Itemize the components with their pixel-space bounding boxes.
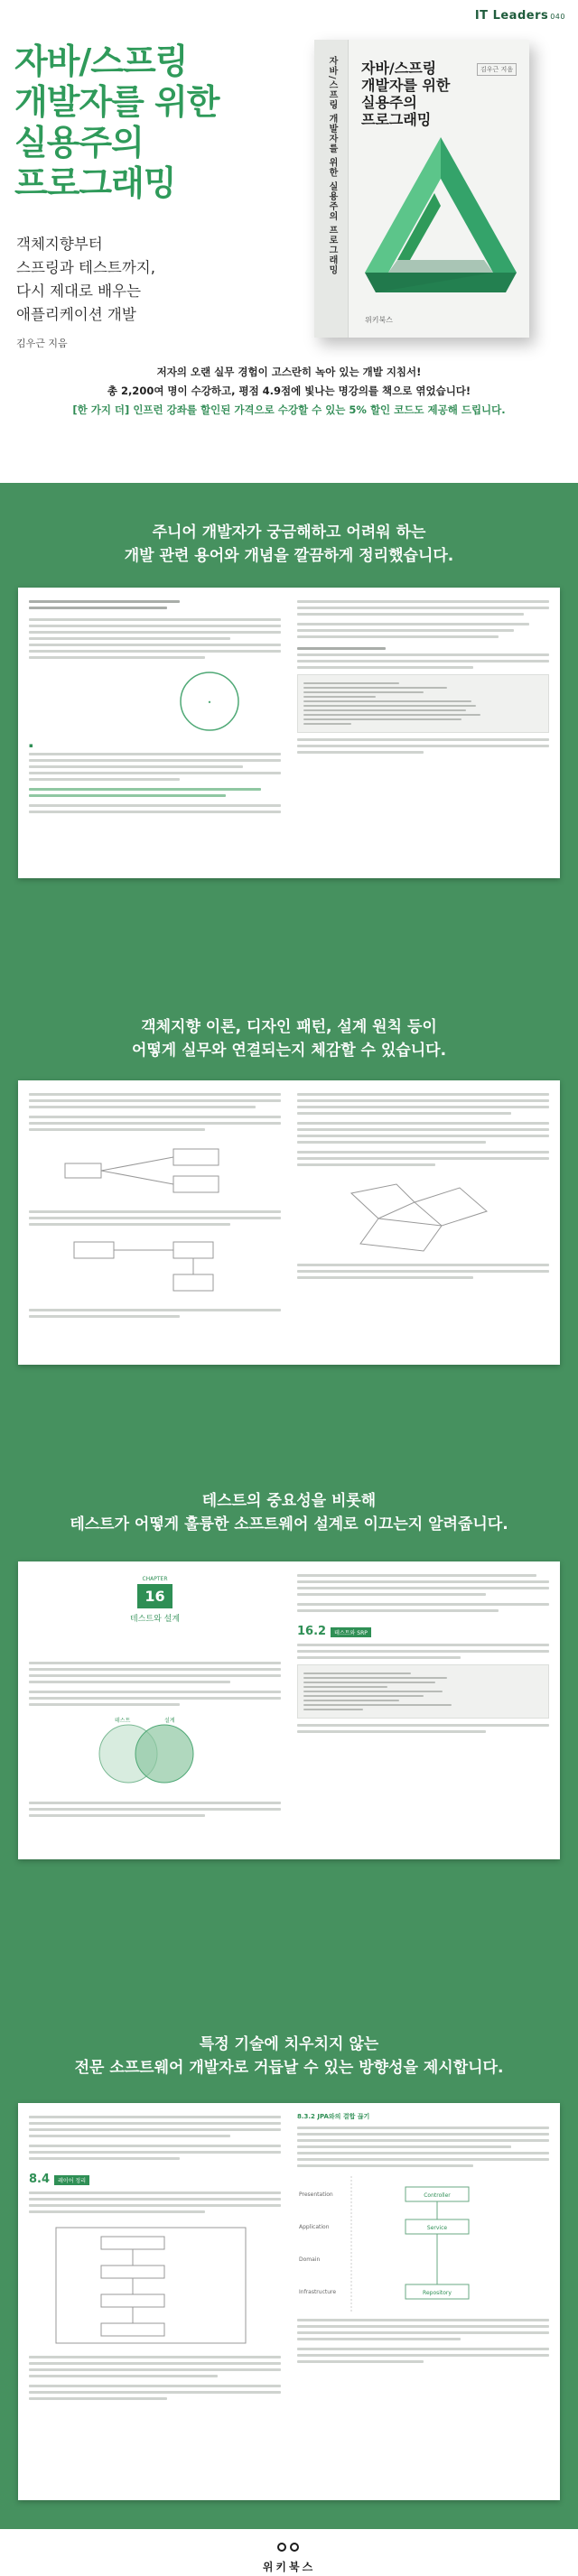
subsection-title: 테스트와 SRP bbox=[331, 1627, 371, 1637]
book-page-sample bbox=[18, 588, 560, 878]
section-heading bbox=[0, 2033, 578, 2080]
promo-line bbox=[0, 401, 578, 420]
svg-text:•: • bbox=[207, 699, 212, 707]
heading-line: 주니어 개발자가 궁금해하고 어려워 하는 bbox=[152, 524, 426, 542]
subtitle-line: 객체지향부터 bbox=[16, 236, 103, 253]
series-number: 040 bbox=[550, 13, 565, 21]
venn-diagram bbox=[29, 1713, 273, 1794]
cover-title-line: 실용주의 bbox=[361, 94, 417, 111]
subsection-number: 16.2 bbox=[297, 1625, 327, 1638]
heading-line: 객체지향 이론, 디자인 패턴, 설계 원칙 등이 bbox=[141, 1018, 437, 1036]
heading-line: 테스트가 어떻게 훌륭한 소프트웨어 설계로 이끄는지 알려줍니다. bbox=[70, 1515, 508, 1534]
cover-author: 김우근 지음 bbox=[477, 63, 517, 76]
publisher-name: 위키북스 bbox=[262, 2561, 316, 2573]
heading-line: 전문 소프트웨어 개발자로 거듭날 수 있는 방향성을 제시합니다. bbox=[74, 2059, 504, 2077]
section-heading bbox=[0, 1489, 578, 1536]
book-cover bbox=[314, 40, 529, 338]
chapter-label: CHAPTER bbox=[142, 1576, 168, 1582]
feature-section-career bbox=[0, 1977, 578, 2529]
flow-label: Service bbox=[426, 2225, 448, 2231]
section-heading bbox=[0, 521, 578, 568]
flow-label: Controller bbox=[424, 2192, 451, 2199]
cover-title-line: 프로그래밍 bbox=[361, 111, 432, 128]
intro-line-2: 총 2,200여 명이 수강하고, 평점 4.9점에 빛나는 명강의를 책으로 엮었습니다! bbox=[107, 385, 471, 397]
architecture-diagram bbox=[297, 2176, 541, 2312]
venn-label-test: 테스트 bbox=[115, 1718, 131, 1724]
series-label bbox=[475, 9, 565, 23]
subsection-title: 레이어 정리 bbox=[54, 2175, 89, 2185]
class-diagram bbox=[29, 1140, 273, 1203]
subtitle-line: 다시 제대로 배우는 bbox=[16, 283, 142, 300]
heading-line: 어떻게 실무와 연결되는지 체감할 수 있습니다. bbox=[131, 1042, 447, 1060]
book-page-sample bbox=[18, 2103, 560, 2500]
author: 김우근 지음 bbox=[16, 338, 68, 349]
impossible-triangle-illustration bbox=[358, 128, 524, 318]
heading-line: 특정 기술에 치우치지 않는 bbox=[199, 2035, 379, 2053]
title-line: 실용주의 bbox=[14, 123, 144, 162]
book-title bbox=[14, 42, 276, 204]
hero-banner bbox=[0, 0, 578, 483]
heading-line: 개발 관련 용어와 개념을 깔끔하게 정리했습니다. bbox=[124, 547, 454, 565]
title-line: 프로그래밍 bbox=[14, 163, 176, 203]
section-marker: ▪ bbox=[29, 742, 33, 749]
subtitle-line: 스프링과 테스트까지, bbox=[16, 259, 155, 276]
book-subtitle bbox=[16, 233, 251, 327]
feature-section-testing bbox=[0, 1453, 578, 1977]
circle-diagram bbox=[155, 670, 264, 733]
feature-section-oop bbox=[0, 972, 578, 1453]
book-spine bbox=[314, 40, 349, 338]
section-heading bbox=[0, 1015, 578, 1062]
title-line: 자바/스프링 bbox=[14, 42, 188, 81]
publisher-logo bbox=[263, 2540, 315, 2574]
book-page-sample bbox=[18, 1561, 560, 1859]
cover-title-line: 개발자를 위한 bbox=[361, 77, 451, 94]
book-front-cover bbox=[349, 40, 529, 338]
layer-label: Domain bbox=[299, 2256, 321, 2263]
feature-section-terms bbox=[0, 483, 578, 972]
venn-label-design: 설계 bbox=[164, 1718, 175, 1724]
cover-publisher: 위키북스 bbox=[365, 316, 393, 324]
subsection-heading bbox=[297, 1621, 549, 1638]
layer-diagram bbox=[29, 2222, 273, 2349]
intro-line-1: 저자의 오랜 실무 경험이 고스란히 녹아 있는 개발 지침서! bbox=[156, 366, 422, 378]
chapter-number: 16 bbox=[137, 1584, 172, 1608]
promo-tag: [한 가지 더] bbox=[72, 403, 130, 416]
subsection-number: 8.4 bbox=[29, 2173, 51, 2186]
promo-text: 인프런 강좌를 할인된 가격으로 수강할 수 있는 5% 할인 코드도 제공해 드립니다. bbox=[133, 403, 506, 416]
intro-copy bbox=[0, 363, 578, 420]
layer-label: Application bbox=[299, 2224, 330, 2230]
subtitle-line: 애플리케이션 개발 bbox=[16, 306, 136, 323]
code-sample bbox=[297, 674, 549, 733]
spine-title: 자바/스프링 개발자를 위한 실용주의 프로그래밍 bbox=[327, 56, 337, 275]
series-name: IT Leaders bbox=[474, 9, 549, 23]
dependency-diagram bbox=[297, 1175, 541, 1256]
heading-line: 테스트의 중요성을 비롯해 bbox=[201, 1492, 377, 1510]
footer bbox=[0, 2529, 578, 2576]
chapter-title: 테스트와 설계 bbox=[129, 1615, 181, 1624]
code-sample bbox=[297, 1664, 549, 1719]
subsection-heading bbox=[29, 2169, 281, 2186]
flow-label: Repository bbox=[423, 2290, 452, 2296]
chapter-opener bbox=[29, 1576, 281, 1624]
layer-label: Presentation bbox=[299, 2191, 333, 2198]
layer-label: Infrastructure bbox=[299, 2289, 337, 2295]
subsection-right: 8.3.2 JPA와의 결합 끊기 bbox=[297, 2113, 370, 2120]
hierarchy-diagram bbox=[29, 1229, 273, 1302]
book-page-sample bbox=[18, 1080, 560, 1365]
publisher-logo-icon bbox=[276, 2541, 302, 2553]
cover-title-line: 자바/스프링 bbox=[361, 60, 437, 77]
title-line: 개발자를 위한 bbox=[14, 82, 219, 122]
